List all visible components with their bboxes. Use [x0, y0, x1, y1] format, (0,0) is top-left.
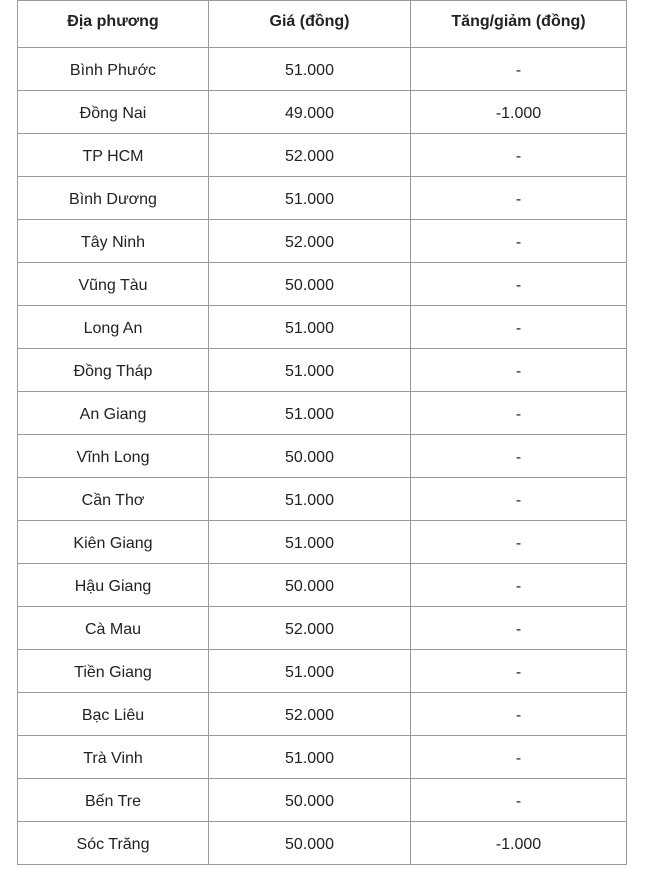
cell-change: - [411, 693, 627, 736]
cell-location: Tiền Giang [18, 650, 209, 693]
cell-change: - [411, 435, 627, 478]
cell-change: - [411, 263, 627, 306]
table-row [18, 779, 627, 822]
cell-price: 50.000 [209, 435, 411, 478]
cell-price: 51.000 [209, 392, 411, 435]
cell-location: Bạc Liêu [18, 693, 209, 736]
cell-location: Trà Vinh [18, 736, 209, 779]
cell-price: 49.000 [209, 91, 411, 134]
table-row [18, 693, 627, 736]
table-row [18, 607, 627, 650]
table-row [18, 306, 627, 349]
cell-price: 50.000 [209, 779, 411, 822]
cell-change: - [411, 392, 627, 435]
table-row [18, 220, 627, 263]
header-price: Giá (đồng) [209, 1, 411, 48]
table-row [18, 263, 627, 306]
cell-location: Vũng Tàu [18, 263, 209, 306]
cell-change: - [411, 134, 627, 177]
cell-price: 52.000 [209, 607, 411, 650]
table-row [18, 736, 627, 779]
table-row [18, 521, 627, 564]
cell-change: - [411, 779, 627, 822]
cell-change: - [411, 607, 627, 650]
cell-change: - [411, 650, 627, 693]
cell-price: 51.000 [209, 478, 411, 521]
cell-price: 51.000 [209, 177, 411, 220]
price-table [17, 0, 627, 865]
cell-location: Long An [18, 306, 209, 349]
cell-location: Kiên Giang [18, 521, 209, 564]
cell-location: Đồng Nai [18, 91, 209, 134]
cell-change: - [411, 177, 627, 220]
cell-price: 51.000 [209, 521, 411, 564]
table-row [18, 650, 627, 693]
cell-location: Hậu Giang [18, 564, 209, 607]
cell-price: 52.000 [209, 134, 411, 177]
cell-location: Bình Phước [18, 48, 209, 91]
cell-change: - [411, 736, 627, 779]
price-table-container [17, 0, 627, 865]
table-header-row [18, 1, 627, 48]
table-row [18, 134, 627, 177]
table-row [18, 822, 627, 865]
cell-price: 50.000 [209, 263, 411, 306]
cell-price: 51.000 [209, 650, 411, 693]
cell-price: 51.000 [209, 306, 411, 349]
cell-price: 50.000 [209, 564, 411, 607]
table-row [18, 392, 627, 435]
cell-change: -1.000 [411, 822, 627, 865]
cell-location: Vĩnh Long [18, 435, 209, 478]
cell-change: - [411, 220, 627, 263]
cell-change: - [411, 478, 627, 521]
cell-location: TP HCM [18, 134, 209, 177]
cell-location: Đồng Tháp [18, 349, 209, 392]
cell-location: Cà Mau [18, 607, 209, 650]
table-row [18, 177, 627, 220]
cell-change: - [411, 521, 627, 564]
table-row [18, 48, 627, 91]
cell-change: - [411, 306, 627, 349]
cell-price: 50.000 [209, 822, 411, 865]
table-row [18, 91, 627, 134]
table-row [18, 435, 627, 478]
table-body [18, 48, 627, 865]
cell-location: An Giang [18, 392, 209, 435]
cell-change: -1.000 [411, 91, 627, 134]
cell-price: 51.000 [209, 736, 411, 779]
cell-change: - [411, 564, 627, 607]
table-row [18, 478, 627, 521]
cell-price: 51.000 [209, 349, 411, 392]
cell-location: Bến Tre [18, 779, 209, 822]
cell-change: - [411, 349, 627, 392]
cell-price: 51.000 [209, 48, 411, 91]
table-row [18, 349, 627, 392]
cell-change: - [411, 48, 627, 91]
cell-price: 52.000 [209, 693, 411, 736]
cell-location: Sóc Trăng [18, 822, 209, 865]
header-change: Tăng/giảm (đồng) [411, 1, 627, 48]
header-location: Địa phương [18, 1, 209, 48]
cell-price: 52.000 [209, 220, 411, 263]
cell-location: Bình Dương [18, 177, 209, 220]
table-row [18, 564, 627, 607]
cell-location: Cần Thơ [18, 478, 209, 521]
cell-location: Tây Ninh [18, 220, 209, 263]
